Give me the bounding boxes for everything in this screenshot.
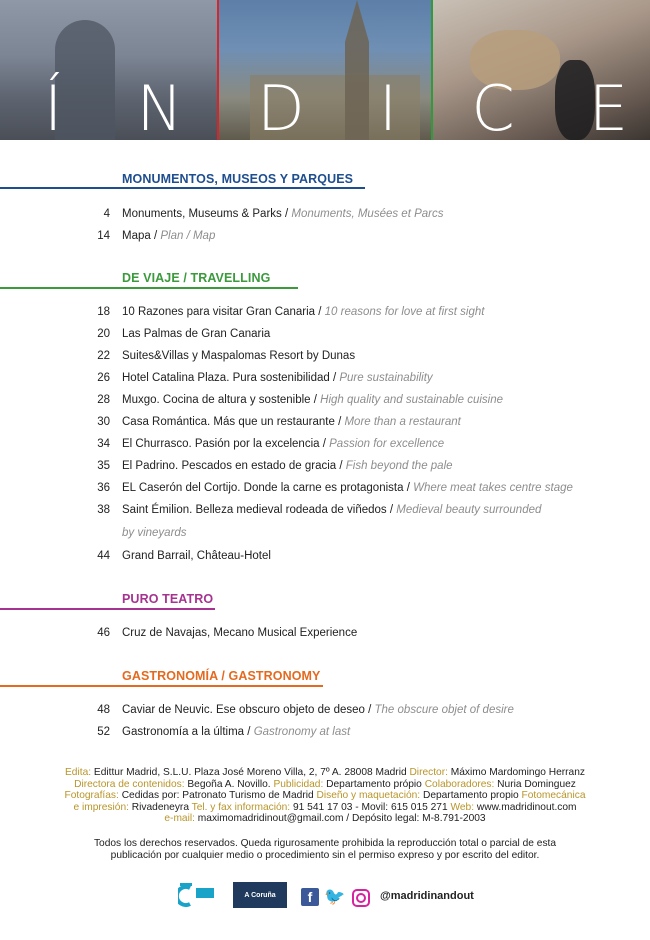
entry-title: Mapa / Plan / Map: [122, 230, 216, 242]
page-number: 4: [103, 208, 110, 220]
credit-value: maximomadridinout@gmail.com / Depósito legal: M-8.791-2003: [194, 813, 486, 825]
title-letter: C: [471, 72, 515, 140]
section-rule: [0, 608, 215, 610]
entry-title: El Padrino. Pescados en estado de gracia / Fish beyond the pale: [122, 460, 453, 472]
page-number: 14: [97, 230, 110, 242]
entry-title: Cruz de Navajas, Mecano Musical Experience: [122, 627, 358, 639]
credit-label: Fotomecánica: [521, 790, 586, 802]
page-number: 30: [97, 416, 110, 428]
entry-translation: Plan / Map: [160, 230, 216, 242]
facebook-icon[interactable]: f: [301, 888, 319, 906]
entry-title: Monuments, Museums & Parks / Monuments, Musées et Parcs: [122, 208, 444, 220]
credit-value: www.madridinout.com: [474, 801, 577, 813]
page-number: 18: [97, 306, 110, 318]
page-number: 46: [97, 627, 110, 639]
credit-label: Edita:: [65, 767, 92, 778]
title-letter: D: [257, 72, 305, 140]
entry-title: Grand Barrail, Château-Hotel: [122, 550, 271, 562]
title-letter: N: [136, 72, 183, 140]
section-rule: [0, 187, 365, 189]
credit-value: Máximo Mardomingo Herranz: [447, 767, 585, 778]
credit-value: 91 541 17 03 - Movil: 615 015 271: [290, 801, 451, 813]
entry-title: Gastronomía a la última / Gastronomy at last: [122, 726, 351, 738]
entry-title: El Churrasco. Pasión por la excelencia / Passion for excellence: [122, 438, 445, 450]
credit-value: Rivadeneyra: [128, 801, 192, 813]
credit-label: e impresión:: [73, 801, 129, 813]
section-title: GASTRONOMÍA / GASTRONOMY: [122, 669, 321, 683]
entry-translation: Pure sustainability: [339, 372, 433, 384]
credit-label: Web:: [450, 801, 475, 813]
credit-label: Diseño y maquetación:: [316, 790, 421, 802]
credit-label: Colaboradores:: [424, 778, 495, 790]
title-letter: I: [378, 72, 398, 140]
section-title: MONUMENTOS, MUSEOS Y PARQUES: [122, 172, 354, 186]
entry-translation: Medieval beauty surrounded: [396, 504, 542, 516]
credit-value: Edittur Madrid, S.L.U. Plaza José Moreno Villa, 2, 7º A. 28008 Madrid: [91, 767, 410, 778]
credit-label: Tel. y fax información:: [191, 801, 291, 813]
page-number: 35: [97, 460, 110, 472]
entry-translation: The obscure objet of desire: [374, 704, 514, 716]
page-number: 22: [97, 350, 110, 362]
entry-translation: 10 reasons for love at first sight: [324, 306, 485, 318]
entry-translation: Passion for excellence: [329, 438, 445, 450]
credit-label: Director:: [409, 767, 448, 778]
footer-logos: [0, 880, 650, 910]
entry-translation: More than a restaurant: [344, 416, 461, 428]
credits-line: [0, 813, 650, 825]
entry-title: Caviar de Neuvic. Ese obscuro objeto de deseo / The obscure objet of desire: [122, 704, 514, 716]
entry-title: Hotel Catalina Plaza. Pura sostenibilidad / Pure sustainability: [122, 372, 433, 384]
entry-translation: High quality and sustainable cuisine: [320, 394, 504, 406]
credits-line: [0, 790, 650, 802]
credit-label: Directora de contenidos:: [74, 778, 185, 790]
page-number: 34: [97, 438, 110, 450]
entry-translation: Gastronomy at last: [253, 726, 351, 738]
entry-title: Casa Romántica. Más que un restaurante / More than a restaurant: [122, 416, 461, 428]
page-number: 20: [97, 328, 110, 340]
page-number: 38: [97, 504, 110, 516]
section-title: DE VIAJE / TRAVELLING: [122, 271, 271, 285]
entry-title: Las Palmas de Gran Canaria: [122, 328, 271, 340]
section-rule: [0, 287, 298, 289]
entry-translation: Fish beyond the pale: [345, 460, 453, 472]
title-letter: Í: [44, 72, 63, 140]
credit-value: Departamento propio: [420, 790, 522, 802]
entry-title: [122, 526, 187, 540]
page-title: [0, 72, 650, 140]
page-number: 44: [97, 550, 110, 562]
header-banner: [0, 0, 650, 140]
page-number: 28: [97, 394, 110, 406]
credit-value: Nuria Dominguez: [494, 778, 576, 790]
entry-title: EL Caserón del Cortijo. Donde la carne es protagonista / Where meat takes centre stage: [122, 482, 573, 494]
notice-line: publicación por cualquier medio o procedimiento sin el permiso expreso y por escrito del editor.: [110, 850, 540, 862]
entry-title: Muxgo. Cocina de altura y sostenible / High quality and sustainable cuisine: [122, 394, 504, 406]
social-handle[interactable]: @madridinandout: [380, 890, 474, 902]
credit-label: e-mail:: [164, 813, 195, 825]
credits-line: [0, 779, 650, 791]
credit-value: Cedidas por: Patronato Turismo de Madrid: [118, 790, 317, 802]
title-letter: E: [588, 72, 628, 140]
section-rule: [0, 685, 323, 687]
page-number: 26: [97, 372, 110, 384]
credit-label: Fotografías:: [64, 790, 119, 802]
notice-line: Todos los derechos reservados. Queda rigurosamente prohibida la reproducción total o parcial de esta: [93, 838, 557, 849]
page-number: 52: [97, 726, 110, 738]
credit-value: Departamento própio: [323, 778, 425, 790]
section-title: PURO TEATRO: [122, 592, 214, 606]
instagram-icon[interactable]: [352, 889, 370, 907]
tourism-logo-icon[interactable]: [178, 882, 216, 910]
entry-title: Saint Émilion. Belleza medieval rodeada de viñedos / Medieval beauty surrounded: [122, 504, 542, 516]
rights-notice: [0, 838, 650, 862]
entry-translation: Where meat takes centre stage: [413, 482, 573, 494]
entry-title: 10 Razones para visitar Gran Canaria / 10 reasons for love at first sight: [122, 306, 485, 318]
credits-block: [0, 767, 650, 825]
credits-line: [0, 767, 650, 779]
credit-value: Begoña A. Novillo.: [184, 778, 274, 790]
credits-line: [0, 802, 650, 814]
entry-title: Suites&Villas y Maspalomas Resort by Dunas: [122, 350, 356, 362]
twitter-icon[interactable]: 🐦: [324, 887, 346, 906]
page-number: 36: [97, 482, 110, 494]
entry-translation: by vineyards: [122, 527, 187, 539]
page-number: 48: [97, 704, 110, 716]
credit-label: Publicidad:: [273, 778, 324, 790]
coruna-logo-icon[interactable]: A Coruña: [233, 882, 287, 908]
entry-translation: Monuments, Musées et Parcs: [291, 208, 444, 220]
